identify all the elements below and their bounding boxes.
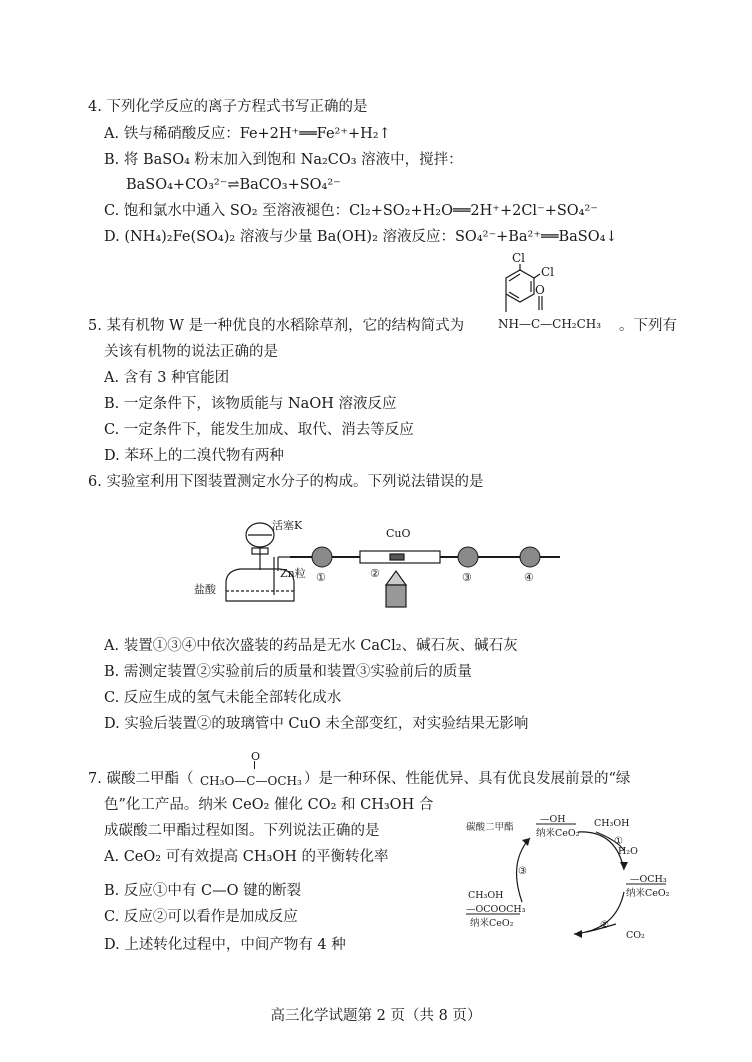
q5-option-d: D. 苯环上的二溴代物有两种 bbox=[104, 448, 284, 464]
q6-stem: 6. 实验室利用下图装置测定水分子的构成。下列说法错误的是 bbox=[88, 474, 484, 490]
q5-option-b: B. 一定条件下，该物质能与 NaOH 溶液反应 bbox=[104, 396, 397, 412]
top-oh: —OH bbox=[540, 814, 566, 825]
chlorine-1: Cl bbox=[512, 251, 526, 265]
q6-option-c: C. 反应生成的氢气未能全部转化成水 bbox=[104, 690, 342, 706]
right-och3: —OCH₃ bbox=[630, 874, 667, 885]
device-4-label: ④ bbox=[524, 571, 534, 584]
q5-stem-line2: 关该有机物的说法正确的是 bbox=[104, 344, 278, 360]
step-1: ① bbox=[614, 836, 623, 847]
q4-stem: 4. 下列化学反应的离子方程式书写正确的是 bbox=[88, 99, 368, 115]
q7-stem-line2: 色”化工产品。纳米 CeO₂ 催化 CO₂ 和 CH₃OH 合 bbox=[104, 797, 434, 813]
q7-formula-oxygen: O bbox=[251, 750, 261, 763]
q5-stem-end: 。下列有 bbox=[619, 318, 677, 334]
q4-option-b-equation: BaSO₄+CO₃²⁻⇌BaCO₃+SO₄²⁻ bbox=[126, 177, 341, 193]
zinc-label: Zn粒 bbox=[280, 567, 306, 580]
q6-apparatus-diagram bbox=[190, 515, 565, 615]
step-3: ③ bbox=[518, 866, 527, 877]
q7-formula: CH₃O—C—OCH₃ bbox=[200, 774, 302, 788]
q5-option-c: C. 一定条件下，能发生加成、取代、消去等反应 bbox=[104, 422, 414, 438]
right-ceo2: 纳米CeO₂ bbox=[626, 888, 670, 899]
q7-option-b: B. 反应①中有 C—O 键的断裂 bbox=[104, 883, 302, 899]
product-label: 碳酸二甲酯 bbox=[466, 822, 514, 833]
carbonyl-oxygen: O bbox=[535, 283, 545, 297]
drying-tube-1 bbox=[312, 547, 332, 567]
water-label: H₂O bbox=[618, 846, 638, 857]
q4-option-b: B. 将 BaSO₄ 粉末加入到饱和 Na₂CO₃ 溶液中，搅拌： bbox=[104, 152, 463, 168]
device-2-label: ② bbox=[370, 567, 380, 580]
q5-structure-diagram bbox=[486, 250, 626, 338]
top-ceo2: 纳米CeO₂ bbox=[536, 828, 580, 839]
q6-option-d: D. 实验后装置②的玻璃管中 CuO 未全部变红，对实验结果无影响 bbox=[104, 716, 529, 732]
cuo-label: CuO bbox=[386, 527, 411, 540]
q5-option-a: A. 含有 3 种官能团 bbox=[104, 370, 230, 386]
acid-label: 盐酸 bbox=[194, 583, 216, 596]
top-ch3oh: CH₃OH bbox=[594, 818, 630, 829]
stopcock-label: 活塞K bbox=[272, 519, 303, 532]
q5-stem: 5. 某有机物 W 是一种优良的水稻除草剂，它的结构简式为 bbox=[88, 318, 465, 334]
q4-option-d: D. (NH₄)₂Fe(SO₄)₂ 溶液与少量 Ba(OH)₂ 溶液反应：SO₄²⁻+Ba²⁺══BaSO₄↓ bbox=[104, 229, 618, 245]
q7-stem-pre: 7. 碳酸二甲酯（ bbox=[88, 771, 194, 787]
device-3-label: ③ bbox=[462, 571, 472, 584]
q7-stem-line3: 成碳酸二甲酯过程如图。下列说法正确的是 bbox=[104, 823, 380, 839]
chlorine-2: Cl bbox=[541, 265, 555, 279]
q7-catalytic-cycle bbox=[466, 812, 706, 952]
left-group: —OCOOCH₃ bbox=[466, 904, 526, 915]
amide-chain: NH—C—CH₂CH₃ bbox=[498, 317, 602, 331]
q6-option-a: A. 装置①③④中依次盛装的药品是无水 CaCl₂、碱石灰、碱石灰 bbox=[104, 638, 518, 654]
absorber-4 bbox=[520, 547, 540, 567]
q7-stem-post: ）是一种环保、性能优异、具有优良发展前景的“绿 bbox=[304, 771, 631, 787]
absorber-3 bbox=[458, 547, 478, 567]
co2-label: CO₂ bbox=[626, 930, 645, 941]
q7-formula-double-bond bbox=[254, 761, 256, 769]
q7-option-c: C. 反应②可以看作是加成反应 bbox=[104, 909, 298, 925]
left-ceo2: 纳米CeO₂ bbox=[470, 918, 514, 929]
q7-option-d: D. 上述转化过程中，中间产物有 4 种 bbox=[104, 937, 346, 953]
q6-option-b: B. 需测定装置②实验前后的质量和装置③实验前后的质量 bbox=[104, 664, 472, 680]
left-ch3oh: CH₃OH bbox=[468, 890, 504, 901]
hydrogen-generator bbox=[226, 523, 294, 601]
page-footer: 高三化学试题第 2 页（共 8 页） bbox=[270, 1008, 482, 1024]
step-2: ② bbox=[600, 920, 609, 931]
q7-option-a: A. CeO₂ 可有效提高 CH₃OH 的平衡转化率 bbox=[104, 849, 389, 865]
q4-option-c: C. 饱和氯水中通入 SO₂ 至溶液褪色：Cl₂+SO₂+H₂O══2H⁺+2Cl⁻+SO₄²⁻ bbox=[104, 203, 598, 219]
q4-option-a: A. 铁与稀硝酸反应：Fe+2H⁺══Fe²⁺+H₂↑ bbox=[104, 126, 391, 142]
cycle-arrow-2 bbox=[574, 892, 624, 934]
device-1-label: ① bbox=[316, 571, 326, 584]
